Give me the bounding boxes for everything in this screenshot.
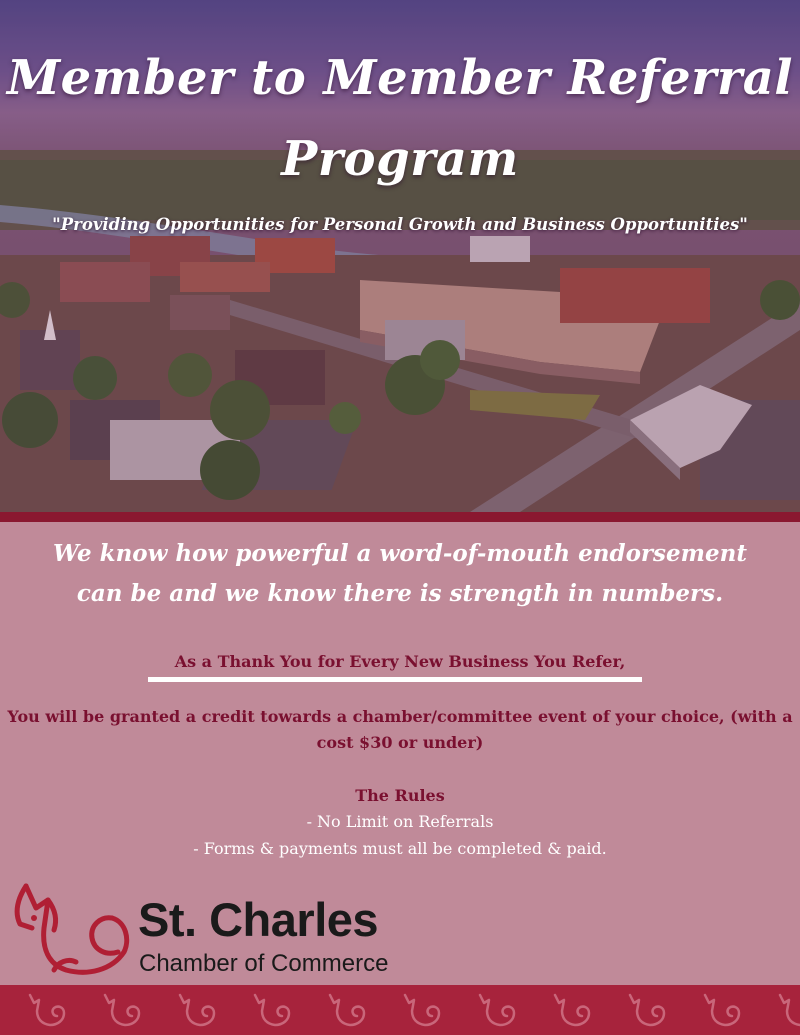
fox-pattern-icon (772, 991, 800, 1029)
thank-you-text: As a Thank You for Every New Business You Refer, (174, 652, 626, 671)
headline-line1: We know how powerful a word-of-mouth endorsement (53, 540, 747, 567)
headline-line2: can be and we know there is strength in numbers. (76, 580, 724, 607)
divider-band (0, 512, 800, 522)
fox-pattern-icon (622, 991, 668, 1029)
credit-text-line1: You will be granted a credit towards a chamber/committee event of your choice, (with a (7, 707, 793, 726)
page-title-line2: Program (281, 131, 519, 187)
rule-item: - No Limit on Referrals (306, 812, 494, 831)
fox-pattern-icon (472, 991, 518, 1029)
fox-pattern-icon (547, 991, 593, 1029)
credit-text-line2: cost $30 or under) (316, 733, 484, 752)
fox-pattern-icon (697, 991, 743, 1029)
underline-divider (148, 677, 642, 682)
page-title-line1: Member to Member Referral (6, 50, 794, 106)
fox-pattern-icon (172, 991, 218, 1029)
aerial-city-photo (0, 0, 800, 512)
fox-pattern-icon (22, 991, 68, 1029)
fox-pattern-icon (397, 991, 443, 1029)
fox-pattern-icon (97, 991, 143, 1029)
tagline: "Providing Opportunities for Personal Growth and Business Opportunities" (52, 215, 748, 234)
organization-name: St. Charles (138, 893, 379, 946)
fox-pattern-icon (247, 991, 293, 1029)
rule-item: - Forms & payments must all be completed & paid. (193, 839, 607, 858)
fox-icon (8, 878, 136, 982)
organization-subtitle: Chamber of Commerce (139, 950, 389, 977)
fox-pattern-icon (322, 991, 368, 1029)
rules-heading: The Rules (355, 786, 445, 805)
fox-pattern-strip (0, 985, 800, 1035)
